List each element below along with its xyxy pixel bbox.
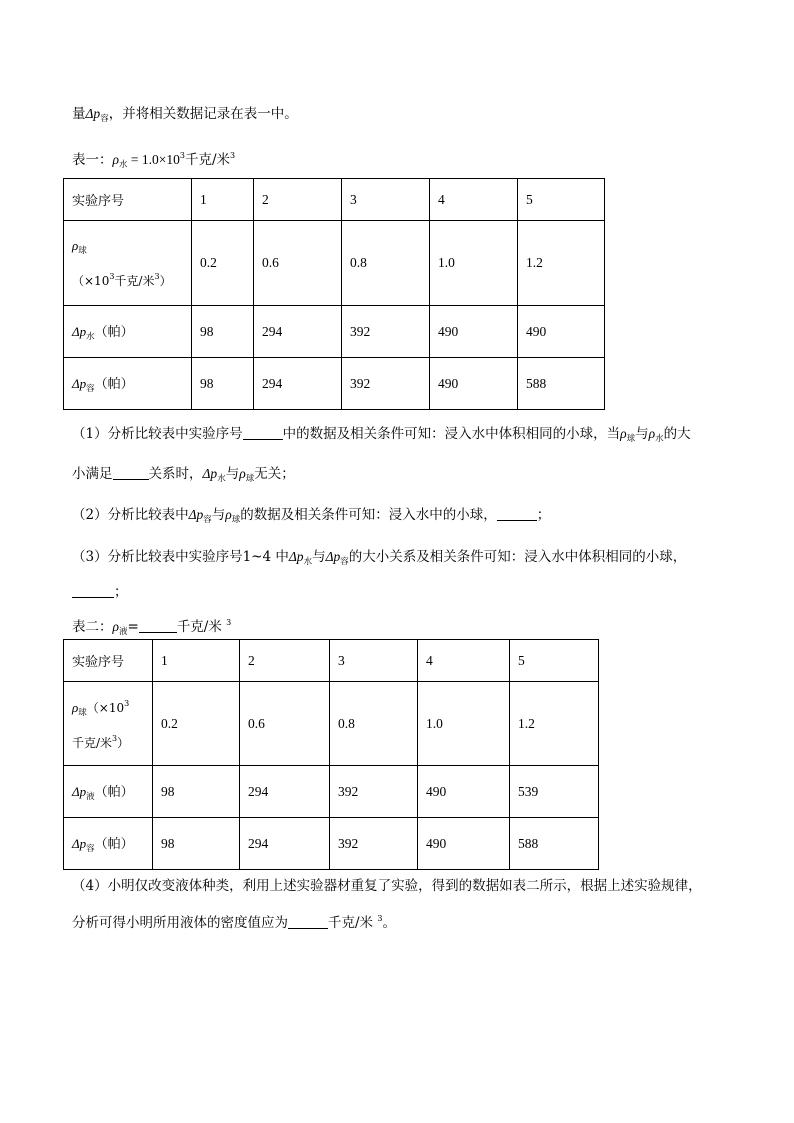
rho-symbol: ρ <box>225 507 232 522</box>
unit-part: ） <box>159 273 172 288</box>
table1-density-cell: 1.2 <box>518 221 605 306</box>
table1-header-cell: 5 <box>518 179 605 221</box>
rho-symbol: ρ <box>239 466 246 481</box>
unit-part: 千克/米 <box>114 273 155 288</box>
q2-text: （2）分析比较表中 <box>72 507 189 523</box>
q3-text: 与 <box>312 549 326 565</box>
table1-water-cell: 490 <box>430 306 518 358</box>
subscript-ball: 球 <box>245 474 255 484</box>
table1-container-cell: 98 <box>192 358 254 410</box>
table2-density-label <box>64 682 153 766</box>
subscript-water: 水 <box>303 557 313 567</box>
table2-liquid-cell: 98 <box>153 766 240 818</box>
table2-header-cell: 2 <box>240 640 330 682</box>
table2-caption-prefix: 表二： <box>72 619 113 635</box>
table1-container-cell: 294 <box>254 358 342 410</box>
q1-text: 的大 <box>663 426 691 442</box>
table2-liquid-cell: 490 <box>418 766 510 818</box>
table1-water-cell: 490 <box>518 306 605 358</box>
rho-symbol: ρ <box>72 237 79 253</box>
q4-text: 。 <box>382 915 396 931</box>
table2-density-row <box>64 682 599 766</box>
table2-container-row <box>64 818 599 870</box>
rho-symbol: ρ <box>72 700 79 715</box>
unit-pa: （帕） <box>94 837 134 852</box>
exponent: 3 <box>154 271 160 281</box>
q1-text: 无关； <box>254 466 295 482</box>
subscript-container: 容 <box>340 557 349 567</box>
exponent: 3 <box>230 151 236 160</box>
q3-text: （3）分析比较表中实验序号1~4 中 <box>72 549 289 565</box>
q3-text: ； <box>114 584 128 600</box>
table1-water-cell: 98 <box>192 306 254 358</box>
q1-text: （1）分析比较表中实验序号 <box>72 426 243 442</box>
q1-text: 与 <box>635 426 649 442</box>
table2 <box>63 639 599 870</box>
table1-container-label <box>64 358 192 410</box>
answer-blank[interactable] <box>72 583 114 598</box>
answer-blank[interactable] <box>139 618 177 633</box>
intro-prefix: 量 <box>72 106 86 122</box>
table1-caption-value: = 1.0×10 <box>127 152 180 167</box>
rho-symbol: ρ <box>112 152 119 167</box>
table2-container-cell: 588 <box>510 818 599 870</box>
q3-text: 的大小关系及相关条件可知：浸入水中体积相同的小球， <box>348 549 687 565</box>
table1-container-row <box>64 358 605 410</box>
subscript-ball: 球 <box>231 515 241 525</box>
table1-header-label: 实验序号 <box>64 179 192 221</box>
subscript-liquid: 液 <box>86 792 95 802</box>
table1-density-row <box>64 221 605 306</box>
table1-caption-unit: 千克/米 <box>184 152 231 168</box>
table1-header-cell: 1 <box>192 179 254 221</box>
subscript-ball: 球 <box>78 708 87 718</box>
density-unit-line <box>72 264 191 294</box>
table2-container-cell: 294 <box>240 818 330 870</box>
table2-caption-unit: 千克/米 <box>176 619 227 635</box>
table2-density-cell: 1.2 <box>510 682 599 766</box>
delta-p-symbol: Δp <box>202 466 218 481</box>
subscript-container: 容 <box>86 844 95 854</box>
density-symbol-line <box>72 691 152 726</box>
q2-text: ； <box>536 507 551 523</box>
exponent: 3 <box>179 151 185 160</box>
table2-density-cell: 0.8 <box>330 682 418 766</box>
table2-liquid-cell: 294 <box>240 766 330 818</box>
unit-part: ） <box>117 736 130 750</box>
answer-blank[interactable] <box>113 465 149 480</box>
delta-p-symbol: Δp <box>325 549 341 564</box>
table1-density-cell: 0.8 <box>342 221 430 306</box>
table1-density-cell: 0.6 <box>254 221 342 306</box>
q1-text: 小满足 <box>72 466 113 482</box>
subscript-container: 容 <box>100 114 109 124</box>
unit-part: （×10 <box>86 701 125 715</box>
subscript-water: 水 <box>655 434 664 444</box>
rho-symbol: ρ <box>648 426 656 441</box>
unit-pa: （帕） <box>94 377 134 392</box>
table1-header-cell: 4 <box>430 179 518 221</box>
table2-liquid-cell: 539 <box>510 766 599 818</box>
table1-header-cell: 3 <box>342 179 430 221</box>
exponent: 3 <box>124 699 130 708</box>
exponent: 3 <box>377 914 383 923</box>
delta-p-symbol: Δp <box>72 324 87 339</box>
equals-sign: = <box>127 619 139 635</box>
rho-symbol: ρ <box>112 619 119 634</box>
question-3-line-2 <box>72 582 128 602</box>
question-4-line-2 <box>72 909 396 933</box>
table1-density-cell: 0.2 <box>192 221 254 306</box>
subscript-ball: 球 <box>626 434 636 444</box>
delta-p-symbol: Δp <box>72 784 87 799</box>
table1-header-cell: 2 <box>254 179 342 221</box>
table1-container-cell: 588 <box>518 358 605 410</box>
q2-text: 与 <box>211 507 226 523</box>
table1-caption <box>72 146 235 175</box>
intro-line <box>72 104 298 129</box>
density-symbol-line <box>72 233 191 264</box>
subscript-container: 容 <box>86 384 95 394</box>
question-1-line-1 <box>72 424 691 449</box>
exponent: 3 <box>112 734 118 743</box>
question-1-line-2 <box>72 464 295 489</box>
table2-header-cell: 3 <box>330 640 418 682</box>
table2-header-cell: 5 <box>510 640 599 682</box>
table1-header-row <box>64 179 605 221</box>
subscript-water: 水 <box>118 160 128 170</box>
q4-text: （4）小明仅改变液体种类，利用上述实验器材重复了实验，得到的数据如表二所示，根据上述实验规律， <box>72 878 702 894</box>
answer-blank[interactable] <box>497 506 537 521</box>
delta-p-symbol: Δp <box>72 376 87 391</box>
table2-caption <box>72 613 231 642</box>
question-3-line-1 <box>72 547 686 572</box>
subscript-container: 容 <box>203 515 212 525</box>
question-2 <box>72 505 550 530</box>
subscript-liquid: 液 <box>118 627 128 637</box>
answer-blank[interactable] <box>243 425 283 440</box>
table2-header-row <box>64 640 599 682</box>
unit-pa: （帕） <box>94 325 134 340</box>
table1-density-cell: 1.0 <box>430 221 518 306</box>
q1-text: 与 <box>225 466 240 482</box>
table2-header-cell: 4 <box>418 640 510 682</box>
exponent: 3 <box>226 618 232 627</box>
delta-p-symbol: Δp <box>72 836 87 851</box>
answer-blank[interactable] <box>288 914 328 929</box>
table2-density-cell: 1.0 <box>418 682 510 766</box>
table2-container-cell: 98 <box>153 818 240 870</box>
intro-suffix: ，并将相关数据记录在表一中。 <box>108 106 298 122</box>
table1-density-label <box>64 221 192 306</box>
table2-density-cell: 0.6 <box>240 682 330 766</box>
table2-container-label <box>64 818 153 870</box>
table2-liquid-cell: 392 <box>330 766 418 818</box>
table2-density-cell: 0.2 <box>153 682 240 766</box>
delta-p-symbol: Δp <box>288 549 304 564</box>
q2-text: 的数据及相关条件可知：浸入水中的小球， <box>240 507 497 523</box>
unit-pa: （帕） <box>94 785 134 800</box>
q4-text: 分析可得小明所用液体的密度值应为 <box>72 915 288 931</box>
table1-caption-prefix: 表一： <box>72 152 113 168</box>
table2-container-cell: 392 <box>330 818 418 870</box>
subscript-water: 水 <box>217 474 226 484</box>
q4-text: 千克/米 <box>328 915 378 931</box>
table1-water-label <box>64 306 192 358</box>
table1-container-cell: 490 <box>430 358 518 410</box>
delta-p-symbol: Δp <box>85 106 101 121</box>
table1-water-cell: 294 <box>254 306 342 358</box>
table1-water-cell: 392 <box>342 306 430 358</box>
table1-container-cell: 392 <box>342 358 430 410</box>
table2-header-label: 实验序号 <box>64 640 153 682</box>
table2-liquid-row <box>64 766 599 818</box>
delta-p-symbol: Δp <box>188 507 204 522</box>
q1-text: 中的数据及相关条件可知：浸入水中体积相同的小球，当 <box>282 426 621 442</box>
unit-part: （×10 <box>72 273 110 288</box>
subscript-water: 水 <box>86 332 95 342</box>
table1-water-row <box>64 306 605 358</box>
table1 <box>63 178 605 410</box>
density-unit-line <box>72 726 152 756</box>
table2-container-cell: 490 <box>418 818 510 870</box>
subscript-ball: 球 <box>78 245 87 256</box>
exponent: 3 <box>109 271 115 281</box>
q1-text: 关系时， <box>148 466 203 482</box>
unit-part: 千克/米 <box>72 736 113 750</box>
rho-symbol: ρ <box>620 426 627 441</box>
table2-header-cell: 1 <box>153 640 240 682</box>
table2-liquid-label <box>64 766 153 818</box>
question-4-line-1 <box>72 876 702 896</box>
